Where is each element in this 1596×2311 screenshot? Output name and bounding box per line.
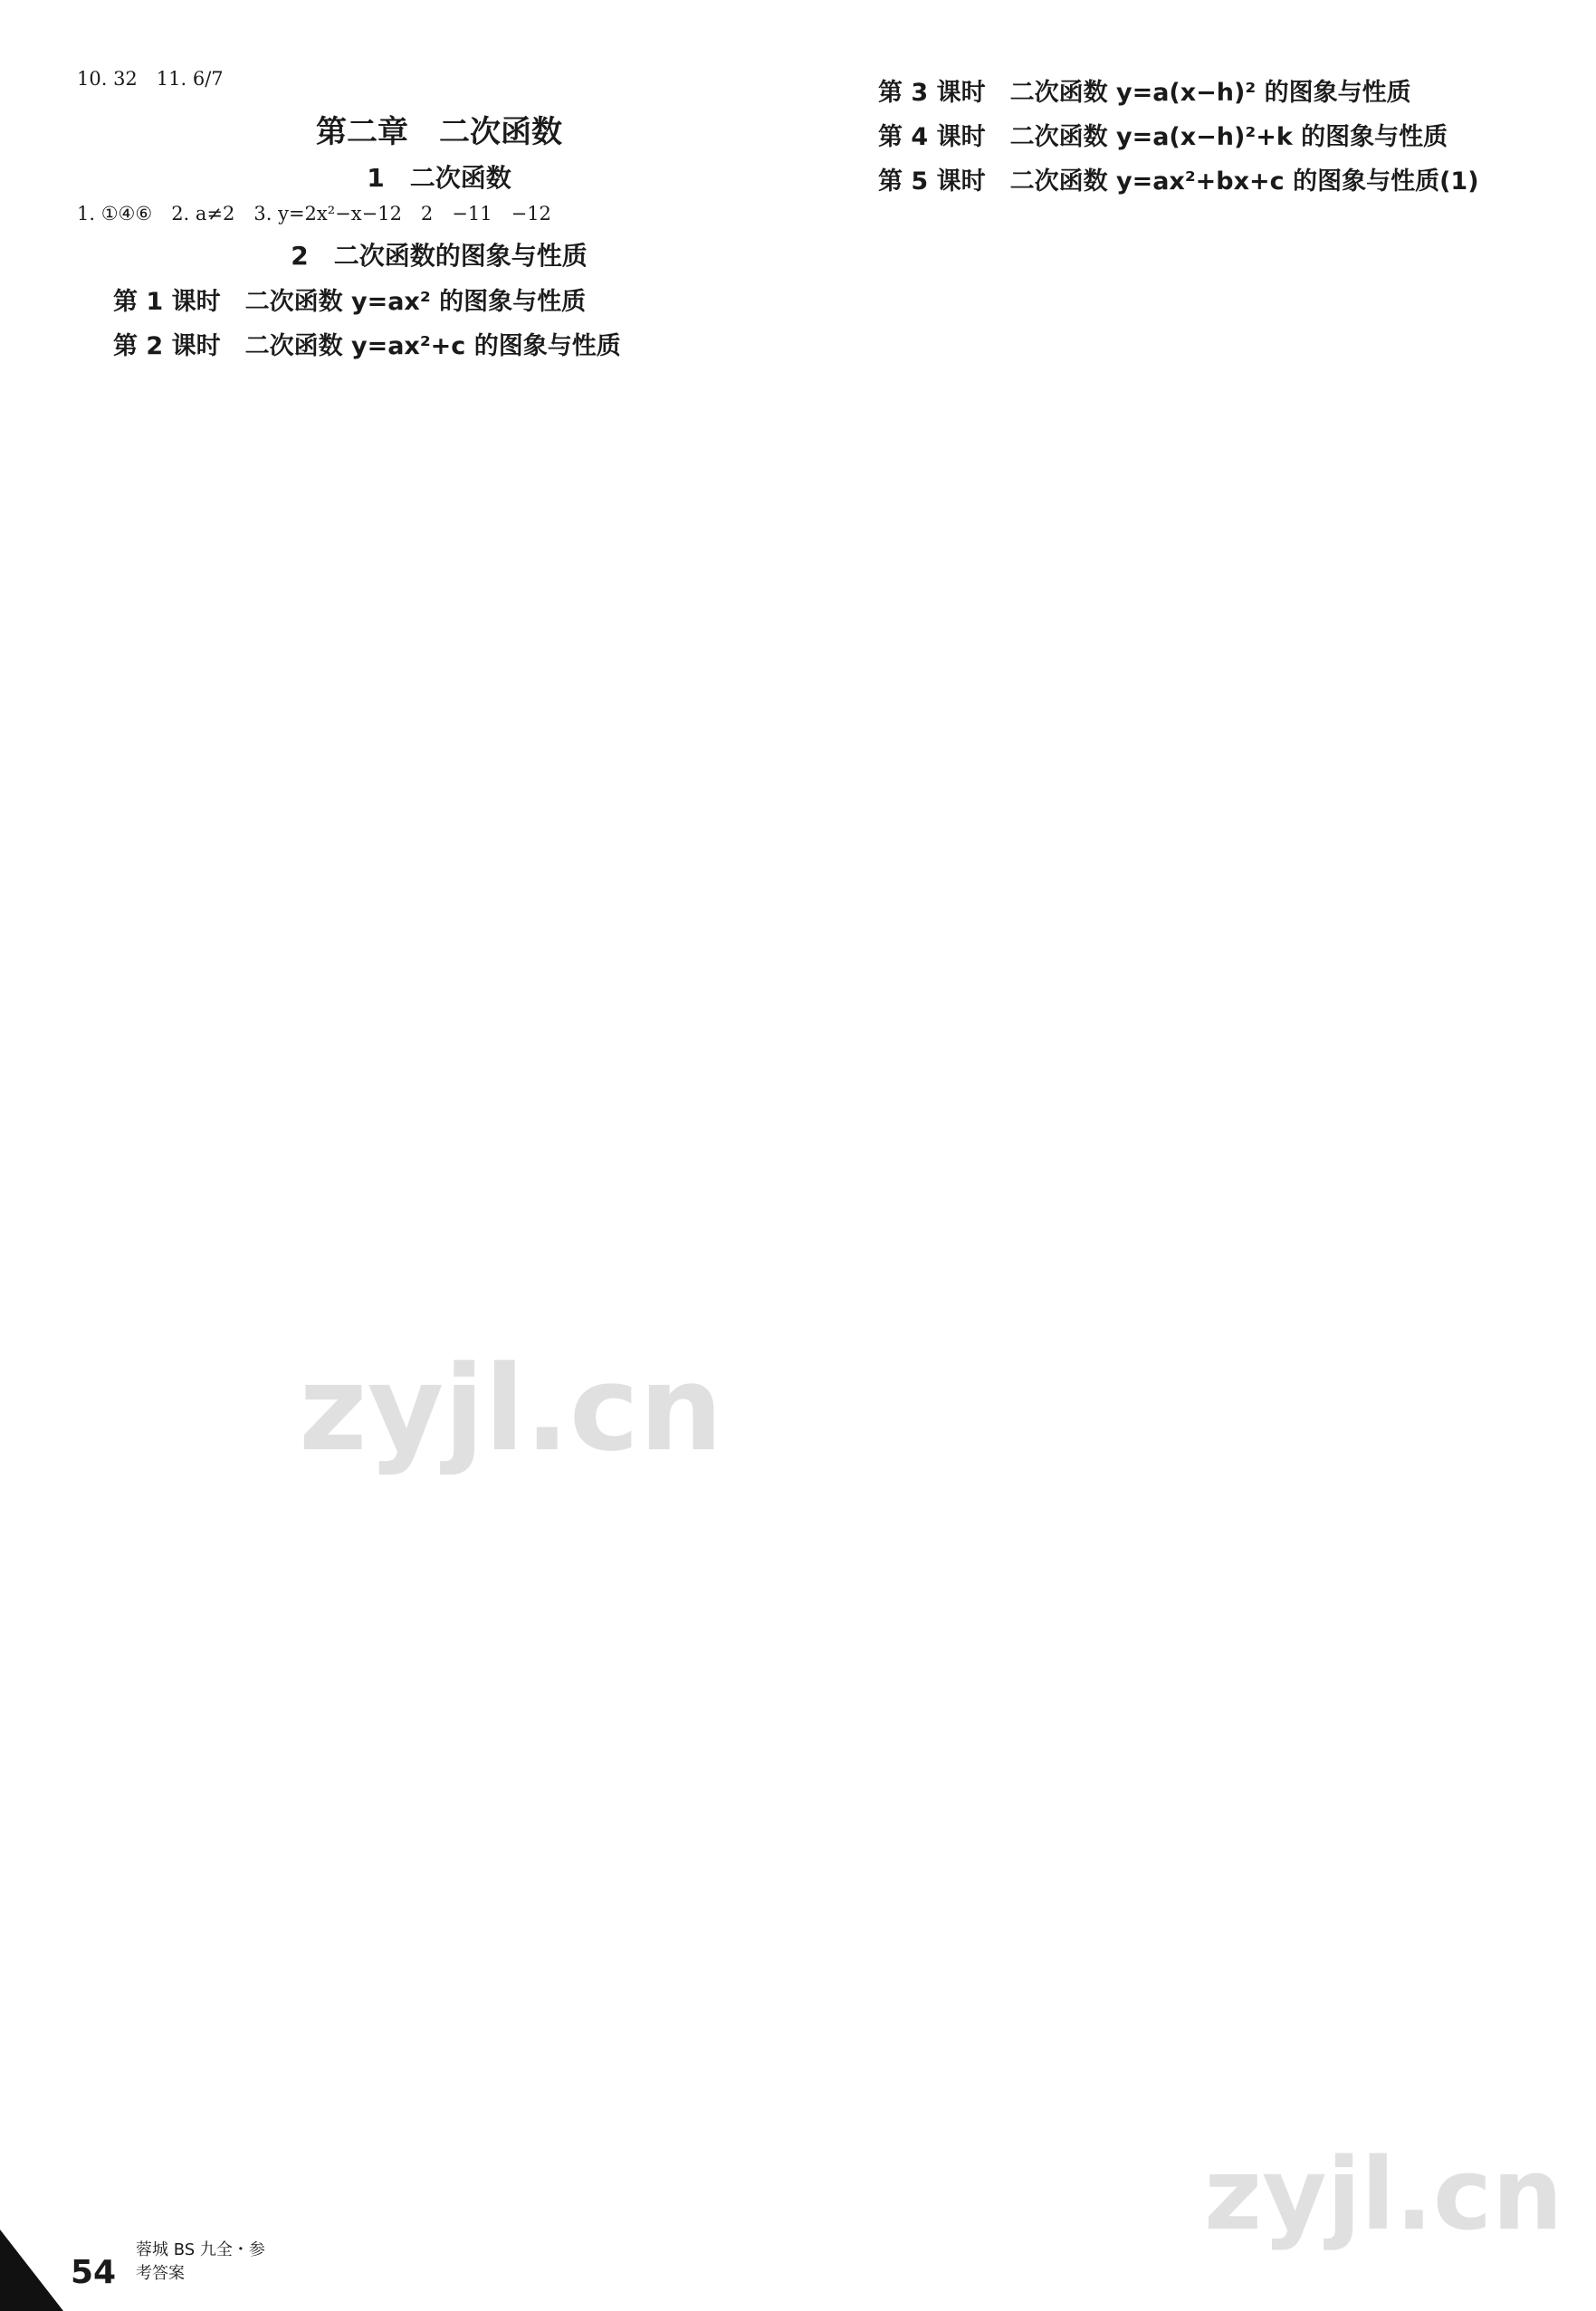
lesson-title: 第 2 课时 二次函数 y=ax²+c 的图象与性质 xyxy=(113,332,621,360)
watermark: zyjl.cn xyxy=(1204,2136,1563,2252)
section-title: 2 二次函数的图象与性质 xyxy=(291,241,588,271)
footer-text: 蓉城 BS 九全・参考答案 xyxy=(136,2240,265,2283)
lesson-title: 第 1 课时 二次函数 y=ax² 的图象与性质 xyxy=(113,288,587,316)
right-column xyxy=(842,63,1566,200)
page-footer xyxy=(0,2230,272,2311)
answer-line: 1. ①④⑥ 2. a≠2 3. y=2x²−x−12 2 −11 −12 xyxy=(77,203,551,224)
watermark: zyjl.cn xyxy=(299,1340,723,1477)
left-column xyxy=(77,63,801,365)
footer-tab xyxy=(0,2230,63,2311)
page-number: 54 xyxy=(71,2254,117,2291)
answer-line: 10. 32 11. 6/7 xyxy=(77,68,224,90)
lesson-title: 第 3 课时 二次函数 y=a(x−h)² 的图象与性质 xyxy=(878,79,1411,107)
section-title: 1 二次函数 xyxy=(367,163,511,193)
lesson-title: 第 4 课时 二次函数 y=a(x−h)²+k 的图象与性质 xyxy=(878,123,1448,151)
chapter-title: 第二章 二次函数 xyxy=(316,114,562,150)
lesson-title: 第 5 课时 二次函数 y=ax²+bx+c 的图象与性质(1) xyxy=(878,167,1479,196)
